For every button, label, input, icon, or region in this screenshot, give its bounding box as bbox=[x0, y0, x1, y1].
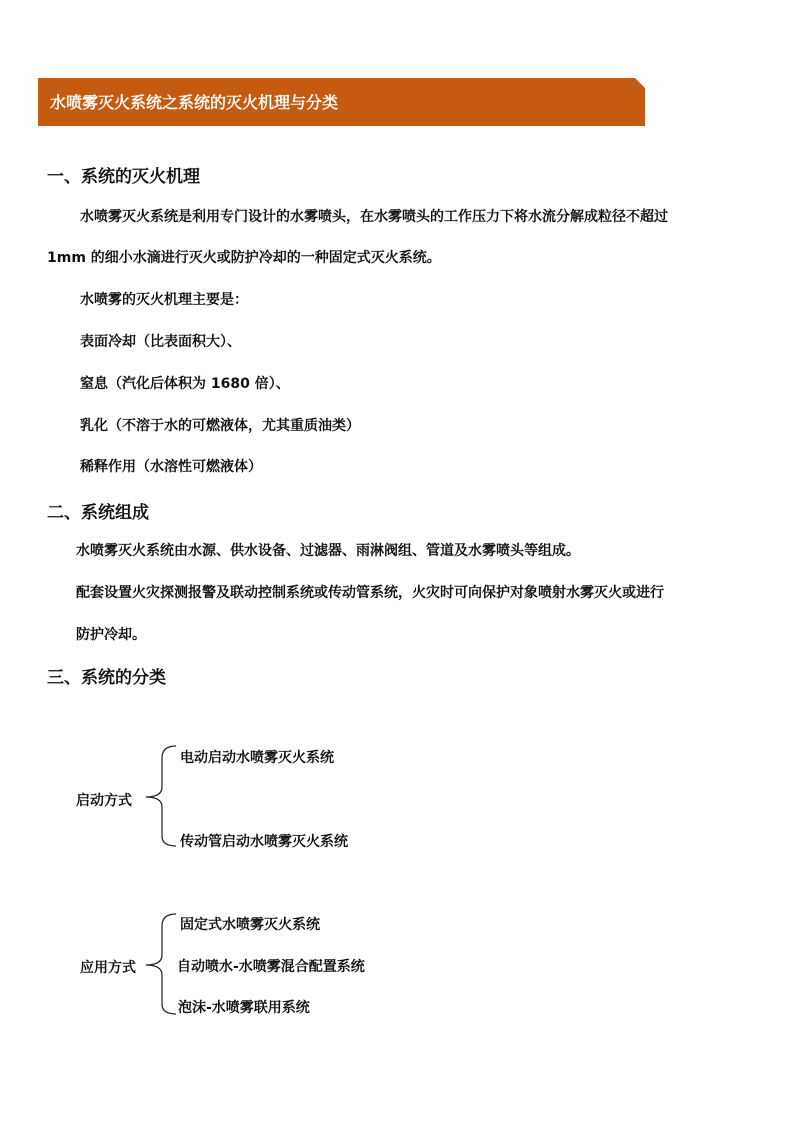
list-item: 稀释作用（水溶性可燃液体） bbox=[80, 459, 262, 475]
page-title: 水喷雾灭火系统之系统的灭火机理与分类 bbox=[50, 93, 339, 112]
list-item: 乳化（不溶于水的可燃液体，尤其重质油类） bbox=[80, 418, 360, 434]
paragraph: 1mm 的细小水滴进行灭火或防护冷却的一种固定式灭火系统。 bbox=[47, 250, 441, 266]
group-label-application-mode: 应用方式 bbox=[80, 960, 136, 976]
brace-icon bbox=[142, 912, 178, 1016]
paragraph: 水喷雾的灭火机理主要是： bbox=[80, 292, 248, 308]
group-label-startup-mode: 启动方式 bbox=[76, 793, 132, 809]
section-heading-classification: 三、系统的分类 bbox=[47, 668, 166, 688]
classification-item: 电动启动水喷雾灭火系统 bbox=[180, 750, 334, 766]
list-item: 窒息（汽化后体积为 1680 倍）、 bbox=[80, 376, 290, 392]
section-heading-mechanism: 一、系统的灭火机理 bbox=[47, 167, 200, 187]
paragraph: 水喷雾灭火系统是利用专门设计的水雾喷头，在水雾喷头的工作压力下将水流分解成粒径不超过 bbox=[80, 209, 668, 225]
classification-item: 泡沫-水喷雾联用系统 bbox=[178, 1000, 310, 1016]
paragraph: 防护冷却。 bbox=[76, 627, 146, 643]
title-banner bbox=[38, 78, 645, 126]
paragraph: 配套设置火灾探测报警及联动控制系统或传动管系统，火灾时可向保护对象喷射水雾灭火或进行 bbox=[76, 585, 664, 601]
classification-item: 传动管启动水喷雾灭火系统 bbox=[180, 834, 348, 850]
classification-item: 自动喷水-水喷雾混合配置系统 bbox=[177, 959, 365, 975]
list-item: 表面冷却（比表面积大）、 bbox=[80, 334, 241, 350]
section-heading-composition: 二、系统组成 bbox=[47, 503, 149, 523]
brace-icon bbox=[142, 744, 178, 848]
paragraph: 水喷雾灭火系统由水源、供水设备、过滤器、雨淋阀组、管道及水雾喷头等组成。 bbox=[76, 543, 580, 559]
classification-item: 固定式水喷雾灭火系统 bbox=[180, 917, 320, 933]
